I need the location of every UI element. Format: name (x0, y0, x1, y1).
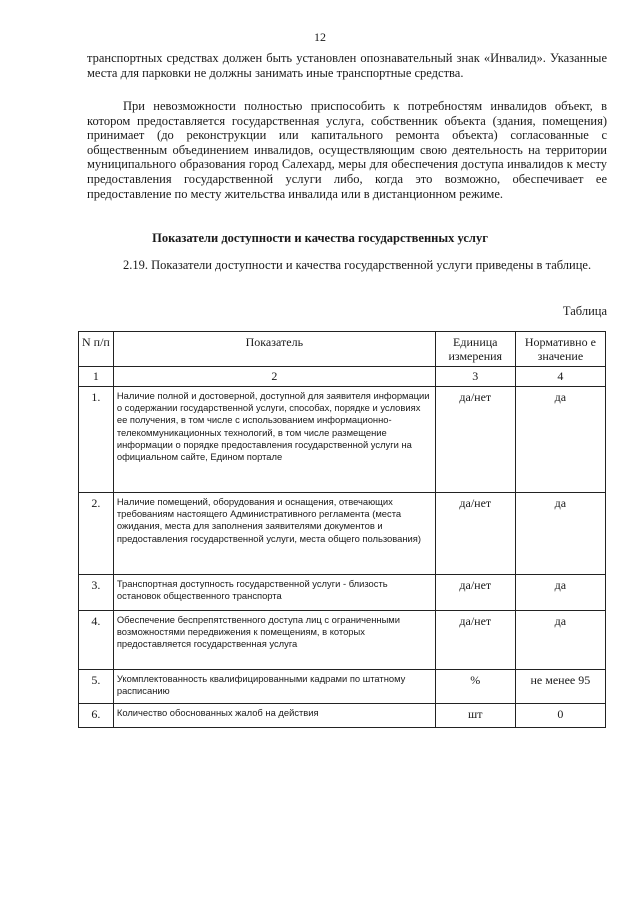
header-num: N п/п (79, 332, 114, 367)
table-header-row (79, 332, 606, 367)
indicators-table (78, 331, 606, 728)
row-norm: да (515, 575, 605, 611)
row-indicator: Наличие помещений, оборудования и оснащения, отвечающих требованиям настоящего Административного регламента (места ожидания, места для заполнения заявителями документов и предоставления государственной услуги, места общего пользования) (113, 493, 435, 575)
paragraph-2-19: 2.19. Показатели доступности и качества государственной услуги приведены в таблице. (123, 258, 592, 272)
row-indicator: Транспортная доступность государственной услуги - близость остановок общественного транспорта (113, 575, 435, 611)
row-indicator: Наличие полной и достоверной, доступной для заявителя информации о содержании государственной услуги, способах, порядке и условиях ее получения, в том числе с использованием информационно-телекоммуникационных технологий, в том числе размещение информации о порядке предоставления государственной услуги на официальном сайте, Едином портале (113, 387, 435, 493)
row-unit: да/нет (435, 493, 515, 575)
row-indicator: Обеспечение беспрепятственного доступа лиц с ограниченными возможностями передвижения к помещениям, в которых предоставляется государственная услуга (113, 611, 435, 670)
page-number: 12 (314, 30, 326, 44)
header-unit: Единица измерения (435, 332, 515, 367)
row-unit: да/нет (435, 611, 515, 670)
paragraph-parking: транспортных средствах должен быть установлен опознавательный знак «Инвалид». Указанные места для парковки не должны занимать иные транспортные средства. (87, 51, 607, 80)
table-row (79, 611, 606, 670)
row-unit: да/нет (435, 387, 515, 493)
table-row (79, 493, 606, 575)
header-norm: Нормативно е значение (515, 332, 605, 367)
paragraph-accessibility: При невозможности полностью приспособить к потребностям инвалидов объект, в котором предоставляется государственная услуга, собственник объекта (здания, помещения) принимает (до реконструкции или капитального ремонта объекта) согласованные с общественным объединением инвалидов, осуществляющим свою деятельность на территории муниципального образования город Салехард, меры для обеспечения доступа инвалидов к месту предоставления государственной услуги либо, когда это возможно, обеспечивает ее предоставление по месту жительства инвалида или в дистанционном режиме. (87, 99, 607, 201)
table-row (79, 670, 606, 704)
index-cell: 4 (515, 367, 605, 387)
row-norm: да (515, 493, 605, 575)
table-index-row (79, 367, 606, 387)
row-norm: да (515, 387, 605, 493)
row-indicator: Количество обоснованных жалоб на действия (113, 704, 435, 728)
row-unit: да/нет (435, 575, 515, 611)
row-norm: не менее 95 (515, 670, 605, 704)
table-caption: Таблица (562, 304, 607, 318)
row-norm: да (515, 611, 605, 670)
table-row (79, 387, 606, 493)
row-num: 1. (79, 387, 114, 493)
row-num: 4. (79, 611, 114, 670)
index-cell: 2 (113, 367, 435, 387)
table-row (79, 575, 606, 611)
row-num: 5. (79, 670, 114, 704)
row-indicator: Укомплектованность квалифицированными кадрами по штатному расписанию (113, 670, 435, 704)
header-name: Показатель (113, 332, 435, 367)
row-num: 3. (79, 575, 114, 611)
index-cell: 1 (79, 367, 114, 387)
row-unit: % (435, 670, 515, 704)
index-cell: 3 (435, 367, 515, 387)
row-num: 6. (79, 704, 114, 728)
row-unit: шт (435, 704, 515, 728)
table-row (79, 704, 606, 728)
row-norm: 0 (515, 704, 605, 728)
row-num: 2. (79, 493, 114, 575)
section-title: Показатели доступности и качества государственных услуг (152, 231, 488, 245)
